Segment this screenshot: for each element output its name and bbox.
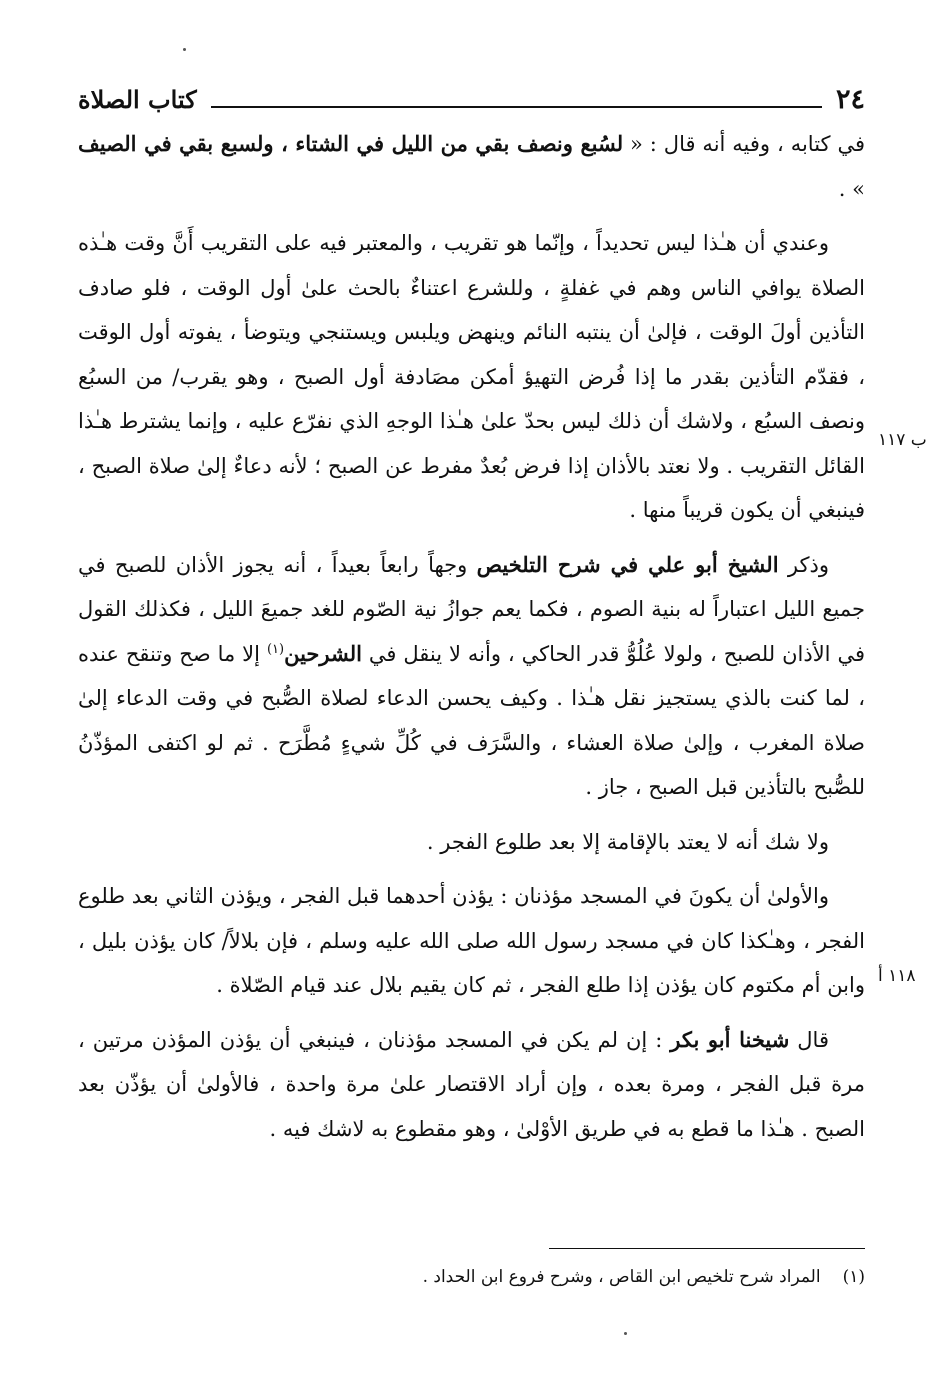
scan-speck — [624, 1332, 627, 1335]
text-run: » . — [838, 176, 865, 201]
running-header — [78, 78, 865, 118]
scan-speck — [183, 48, 186, 51]
page-number: ٢٤ — [835, 84, 865, 115]
main-text — [78, 122, 865, 1151]
paragraph-2: وعندي أن هـٰذا ليس تحديداً ، وإنّما هو تقريب ، والمعتبر فيه على التقريب أَنَّ وقت هـٰذه الصلاة يوافي الناس وهم في غفلةٍ ، وللشرع اعتناءٌ بالحث علىٰ أول الوقت ، فلو صادف التأذين أولَ الوقت ، فإلىٰ أن ينتبه النائم وينهض ويلبس ويستنجي ويتوضأ ، يفوته أول الوقت ، فقدّم التأذين بقدر ما إذا فُرض التهيؤ أمكن مصَادفة أول الصبح ، وهو يقرب/ من السبُع ونصف السبُع ، ولاشك أن ذلك ليس بحدّ علىٰ هـٰذا الوجهِ الذي نفرّع عليه ، وإنما يشترط هـٰذا القائل التقريب . ولا نعتد بالأذان إذا فرض بُعدٌ مفرط عن الصبح ؛ لأنه دعاءٌ إلىٰ صلاة الصبح ، فينبغي أن يكون قريباً منها . — [78, 231, 865, 522]
paragraph-4: ولا شك أنه لا يعتد بالإقامة إلا بعد طلوع الفجر . — [426, 829, 829, 854]
text-run: قال — [789, 1027, 829, 1052]
footnote-text: المراد شرح تلخيص ابن القاص ، وشرح فروع ابن الحداد . — [422, 1267, 821, 1287]
bold-name: شيخنا أبو بكر — [670, 1026, 790, 1052]
bold-quote: لسُبع ونصف بقي من الليل في الشتاء ، ولسبع بقي في الصيف — [78, 131, 624, 156]
footnote-separator — [549, 1248, 865, 1249]
text-run: في كتابه ، وفيه أنه قال : « — [623, 132, 865, 156]
document-page — [78, 78, 927, 1328]
footnote — [78, 1262, 865, 1292]
header-rule — [211, 106, 822, 108]
margin-folio-note: ب ١١٧ — [878, 430, 927, 450]
bold-term: الشرحين — [284, 640, 362, 666]
text-run: وجهاً رابعاً بعيداً ، أنه يجوز الأذان للصبح في جميع الليل اعتباراً له بنية الصوم ، فكما يعم جوازُ نية الصّوم للغد جميعَ الليل ، فكذلك القول في الأذان للصبح ، ولولا عُلُوُّ قدر الحاكي ، وأنه لا ينقل في — [78, 552, 865, 666]
text-run: وذكر — [778, 552, 829, 577]
text-run: : إن لم يكن في المسجد مؤذنان ، فينبغي أن يؤذن المؤذن مرتين ، مرة قبل الفجر ، ومرة بعده ، وإن أراد الاقتصار علىٰ مرة واحدة ، فالأولىٰ أن يؤذّن بعد الصبح . هـٰذا ما قطع به في طريق الأوْلىٰ ، وهو مقطوع به لاشك فيه . — [78, 1027, 865, 1141]
bold-name: الشيخ أبو علي في شرح التلخيص — [476, 551, 779, 577]
text-run: إلا ما صح وتنقح عنده ، لما كنت بالذي يستجيز نقل هـٰذا . وكيف يحسن الدعاء لصلاة الصُّبح في وقت الدعاء إلىٰ صلاة المغرب ، وإلىٰ صلاة العشاء ، والسَّرَف في كُلِّ شيءٍ مُطَّرَح . ثم لو اكتفى المؤذّنُ للصُّبح بالتأذين قبل الصبح ، جاز . — [78, 641, 865, 799]
paragraph-1 — [78, 122, 865, 211]
footnote-number: (١) — [842, 1267, 865, 1287]
book-title: كتاب الصلاة — [78, 85, 197, 114]
margin-folio-note: ١١٨ أ — [878, 966, 916, 986]
paragraph-5: والأولىٰ أن يكونَ في المسجد مؤذنان : يؤذن أحدهما قبل الفجر ، ويؤذن الثاني بعد طلوع الفجر ، وهـٰكذا كان في مسجد رسول الله صلى الله عليه وسلم ، فإن بلالاً/ كان يؤذن بليل ، وابن أم مكتوم كان يؤذن إذا طلع الفجر ، ثم كان يقيم بلال عند قيام الصّلاة . — [78, 884, 865, 997]
paragraph-3 — [78, 543, 865, 810]
footnote-ref: (١) — [266, 641, 285, 657]
paragraph-6 — [78, 1018, 865, 1152]
